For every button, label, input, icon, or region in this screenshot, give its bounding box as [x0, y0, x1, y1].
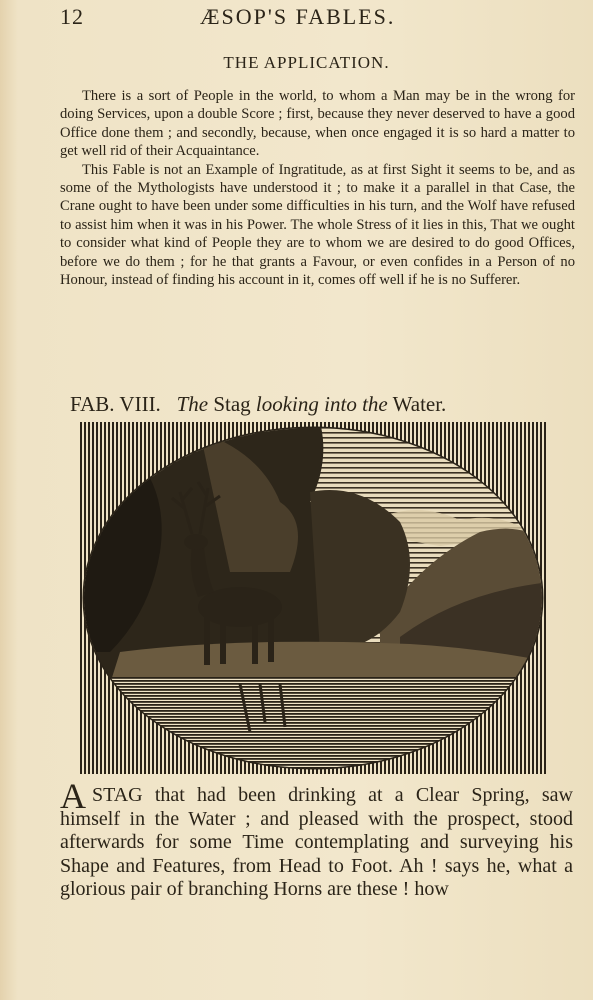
- drop-cap: A: [60, 776, 86, 816]
- fable-title-stag: Stag: [213, 392, 251, 416]
- page-number: 12: [60, 4, 84, 29]
- stag-woodcut-illustration: [80, 422, 546, 774]
- fable-title-the: The: [176, 392, 209, 416]
- fable-body: STAG that had been drinking at a Clear Spring, saw himself in the Water ; and pleased with the prospect, stood afterwards for some Time contemplating and surveying his Shape and Features, from Head to Foot. Ah ! says he, what a glorious pair of branching Horns are these ! how: [60, 784, 573, 901]
- fable-title-looking: looking into the: [255, 392, 388, 416]
- application-paragraph-1: There is a sort of People in the world, to whom a Man may be in the wrong for doing Services, upon a double Score ; first, because they never deserved to have a good Office done them ; and secondly, because, when once engaged it is so hard a matter to get well rid of their Acquaintance.: [60, 88, 575, 160]
- application-paragraph-2: This Fable is not an Example of Ingratitude, as at first Sight it seems to be, and as some of the Mythologists have understood it ; to make it a parallel in that Case, the Crane ought to have been under some difficulties in his turn, and the Wolf have refused to assist him when it was in his Power. The whole Stress of it lies in this, That we ought to consider what kind of People they are to whom we are desired to do good Offices, before we do them ; for he that grants a Favour, or even confides in a Person of no Honour, instead of finding his account in it, comes off well if he is no Sufferer.: [60, 161, 575, 289]
- fable-number: FAB. VIII.: [70, 392, 161, 416]
- fable-heading: [70, 392, 570, 417]
- fable-title-water: Water.: [392, 392, 447, 416]
- fable-paragraph: [60, 776, 573, 902]
- application-text: [60, 87, 575, 289]
- book-title: ÆSOP'S FABLES.: [200, 4, 396, 29]
- section-title: THE APPLICATION.: [223, 53, 390, 72]
- running-head: [60, 4, 560, 34]
- fable-text: [60, 776, 573, 902]
